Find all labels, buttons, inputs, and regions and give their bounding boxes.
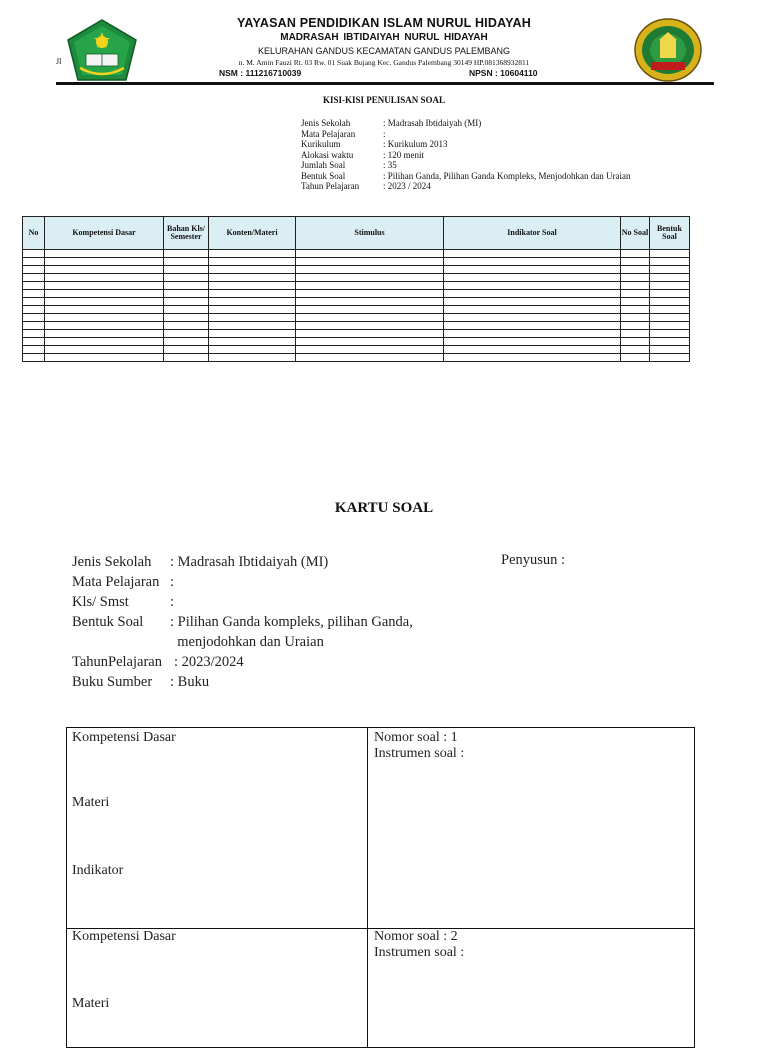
table-cell (621, 250, 650, 258)
foundation-name: YAYASAN PENDIDIKAN ISLAM NURUL HIDAYAH (236, 16, 531, 30)
table-row (23, 354, 690, 362)
address-line: n. M. Amin Fauzi Rt. 03 Rw. 01 Suak Bujang Kec. Gandus Palembang 30149 HP.081368932811 (238, 58, 530, 67)
table-cell (23, 282, 45, 290)
table-cell (621, 306, 650, 314)
table-cell (23, 266, 45, 274)
table-cell (209, 282, 296, 290)
table-cell (164, 330, 209, 338)
info-key: Bentuk Soal (72, 614, 144, 630)
col-header: Kompetensi Dasar (45, 217, 164, 250)
table-cell (23, 298, 45, 306)
info-key: Tahun Pelajaran (301, 181, 360, 191)
kisi-info (301, 118, 630, 192)
table-cell (23, 250, 45, 258)
table-cell (164, 298, 209, 306)
table-cell (296, 346, 444, 354)
madrasah-name: MADRASAH IBTIDAIYAH NURUL HIDAYAH (280, 32, 488, 43)
kisi-info-row (301, 150, 630, 161)
kartu-title: KARTU SOAL (334, 500, 434, 516)
table-cell (164, 274, 209, 282)
table-cell (164, 314, 209, 322)
table-cell (23, 314, 45, 322)
info-value: : 2023 / 2024 (383, 181, 431, 191)
nsm-number: NSM : 111216710039 (219, 68, 302, 78)
info-value: : (170, 574, 175, 590)
table-cell (650, 306, 690, 314)
table-cell (650, 274, 690, 282)
table-cell (444, 250, 621, 258)
table-cell (621, 322, 650, 330)
info-key: Jumlah Soal (301, 160, 346, 170)
district-line: KELURAHAN GANDUS KECAMATAN GANDUS PALEMBANG (257, 46, 511, 56)
kd-label: Kompetensi Dasar (72, 929, 176, 944)
table-cell (444, 354, 621, 362)
table-cell (296, 314, 444, 322)
info-value: : 35 (383, 160, 397, 170)
table-cell (45, 330, 164, 338)
table-cell (444, 274, 621, 282)
table-cell (164, 338, 209, 346)
kisi-info-row (301, 160, 630, 171)
table-cell (209, 258, 296, 266)
table-row (23, 258, 690, 266)
col-header: Stimulus (296, 217, 444, 250)
table-row (23, 266, 690, 274)
table-cell (45, 338, 164, 346)
info-key: Jenis Sekolah (72, 554, 152, 570)
col-header: No Soal (621, 217, 650, 250)
table-cell (650, 250, 690, 258)
card-divider (367, 929, 368, 1047)
table-cell (23, 258, 45, 266)
kartu-info-row (72, 592, 413, 612)
info-value: : (383, 128, 386, 139)
kartu-info-row (72, 672, 413, 692)
table-cell (296, 306, 444, 314)
table-cell (209, 250, 296, 258)
table-cell (45, 266, 164, 274)
table-cell (621, 274, 650, 282)
table-row (23, 298, 690, 306)
info-key: Kls/ Smst (72, 594, 129, 610)
soal-card-1 (66, 727, 695, 929)
kisi-title: KISI-KISI PENULISAN SOAL (322, 95, 446, 105)
table-cell (164, 306, 209, 314)
table-cell (296, 322, 444, 330)
info-key: Mata Pelajaran (301, 128, 356, 139)
table-cell (650, 282, 690, 290)
table-row (23, 338, 690, 346)
kisi-table-body (23, 250, 690, 362)
table-cell (650, 266, 690, 274)
npsn-number: NPSN : 10604110 (469, 68, 538, 78)
table-cell (296, 338, 444, 346)
info-value: menjodohkan dan Uraian (170, 634, 324, 650)
table-cell (650, 314, 690, 322)
table-cell (621, 354, 650, 362)
kisi-table (22, 216, 690, 362)
table-cell (444, 282, 621, 290)
table-cell (164, 250, 209, 258)
table-cell (164, 322, 209, 330)
nomor-soal: Nomor soal : 1 (374, 730, 458, 745)
table-cell (444, 322, 621, 330)
table-cell (164, 258, 209, 266)
table-cell (23, 290, 45, 298)
table-cell (23, 330, 45, 338)
card-divider (367, 728, 368, 928)
table-cell (621, 330, 650, 338)
penyusun-label: Penyusun : (501, 552, 566, 568)
table-row (23, 346, 690, 354)
kartu-info-row (72, 572, 413, 592)
nomor-soal: Nomor soal : 2 (374, 929, 458, 944)
kisi-info-row (301, 129, 630, 140)
table-cell (650, 258, 690, 266)
table-row (23, 274, 690, 282)
table-cell (164, 354, 209, 362)
info-value: : Kurikulum 2013 (383, 139, 448, 149)
table-cell (444, 306, 621, 314)
table-cell (296, 282, 444, 290)
table-cell (23, 274, 45, 282)
table-cell (296, 290, 444, 298)
table-row (23, 250, 690, 258)
kisi-info-row (301, 171, 630, 182)
col-header: Bahan Kls/ Semester (164, 217, 209, 250)
kisi-info-row (301, 139, 630, 150)
table-cell (444, 330, 621, 338)
table-cell (164, 290, 209, 298)
materi-label: Materi (72, 996, 110, 1011)
table-cell (444, 338, 621, 346)
table-row (23, 330, 690, 338)
table-cell (209, 306, 296, 314)
table-cell (45, 306, 164, 314)
table-cell (164, 346, 209, 354)
table-cell (45, 250, 164, 258)
col-header: Bentuk Soal (650, 217, 690, 250)
header-divider (56, 82, 714, 85)
table-cell (621, 290, 650, 298)
table-cell (209, 314, 296, 322)
table-cell (650, 322, 690, 330)
table-cell (209, 338, 296, 346)
table-cell (45, 346, 164, 354)
table-cell (209, 290, 296, 298)
table-cell (296, 330, 444, 338)
info-key: Bentuk Soal (301, 170, 346, 181)
table-cell (621, 314, 650, 322)
table-cell (296, 298, 444, 306)
table-cell (444, 346, 621, 354)
table-cell (45, 282, 164, 290)
kartu-info-row (72, 552, 413, 572)
table-cell (444, 266, 621, 274)
info-value: : (170, 594, 175, 610)
table-cell (45, 290, 164, 298)
table-cell (209, 322, 296, 330)
table-cell (45, 274, 164, 282)
table-cell (296, 266, 444, 274)
info-key: Buku Sumber (72, 674, 153, 690)
info-value: : Pilihan Ganda, Pilihan Ganda Kompleks, Menjodohkan dan Uraian (383, 170, 631, 181)
info-key (72, 632, 170, 652)
table-cell (621, 282, 650, 290)
table-cell (444, 298, 621, 306)
table-cell (650, 330, 690, 338)
kisi-info-row (301, 118, 630, 129)
info-key: Mata Pelajaran (72, 574, 160, 590)
table-cell (209, 298, 296, 306)
info-value: : Pilihan Ganda kompleks, pilihan Ganda, (170, 614, 413, 630)
table-cell (23, 322, 45, 330)
kisi-header-row (23, 217, 690, 250)
kd-label: Kompetensi Dasar (72, 730, 176, 745)
table-cell (444, 258, 621, 266)
kisi-info-row (301, 181, 630, 192)
info-value: : 2023/2024 (174, 654, 244, 670)
table-cell (650, 346, 690, 354)
table-cell (164, 266, 209, 274)
table-cell (45, 258, 164, 266)
table-cell (209, 274, 296, 282)
table-cell (444, 314, 621, 322)
table-cell (45, 354, 164, 362)
info-key: Jenis Sekolah (301, 118, 351, 128)
table-cell (209, 266, 296, 274)
table-cell (621, 298, 650, 306)
kartu-info-row (72, 652, 413, 672)
table-row (23, 306, 690, 314)
table-cell (209, 346, 296, 354)
table-cell (621, 346, 650, 354)
table-cell (23, 354, 45, 362)
info-value: : Buku (170, 674, 210, 690)
table-cell (23, 346, 45, 354)
table-row (23, 282, 690, 290)
table-cell (650, 338, 690, 346)
table-cell (650, 354, 690, 362)
instrumen-soal: Instrumen soal : (374, 746, 465, 761)
info-key: TahunPelajaran (72, 654, 162, 670)
info-value: : Madrasah Ibtidaiyah (MI) (383, 118, 482, 128)
table-row (23, 322, 690, 330)
instrumen-soal: Instrumen soal : (374, 945, 465, 960)
kartu-info (72, 552, 413, 692)
indikator-label: Indikator (72, 863, 124, 878)
table-cell (164, 282, 209, 290)
address-prefix: Jl (56, 57, 62, 66)
col-header: Indikator Soal (444, 217, 621, 250)
table-cell (209, 330, 296, 338)
table-cell (45, 298, 164, 306)
table-row (23, 290, 690, 298)
table-row (23, 314, 690, 322)
table-cell (296, 258, 444, 266)
table-cell (621, 258, 650, 266)
soal-card-2 (66, 928, 695, 1048)
table-cell (296, 354, 444, 362)
table-cell (209, 354, 296, 362)
info-value: : 120 menit (383, 149, 424, 160)
table-cell (621, 266, 650, 274)
table-cell (45, 314, 164, 322)
table-cell (296, 274, 444, 282)
info-value: : Madrasah Ibtidaiyah (MI) (170, 554, 329, 570)
table-cell (296, 250, 444, 258)
kartu-info-row (72, 632, 413, 652)
kartu-info-row (72, 612, 413, 632)
table-cell (444, 290, 621, 298)
table-cell (650, 298, 690, 306)
table-cell (621, 338, 650, 346)
table-cell (23, 338, 45, 346)
col-header: No (23, 217, 45, 250)
col-header: Konten/Materi (209, 217, 296, 250)
table-cell (650, 290, 690, 298)
info-key: Kurikulum (301, 139, 341, 149)
table-cell (45, 322, 164, 330)
table-cell (23, 306, 45, 314)
materi-label: Materi (72, 795, 110, 810)
info-key: Alokasi waktu (301, 149, 354, 160)
